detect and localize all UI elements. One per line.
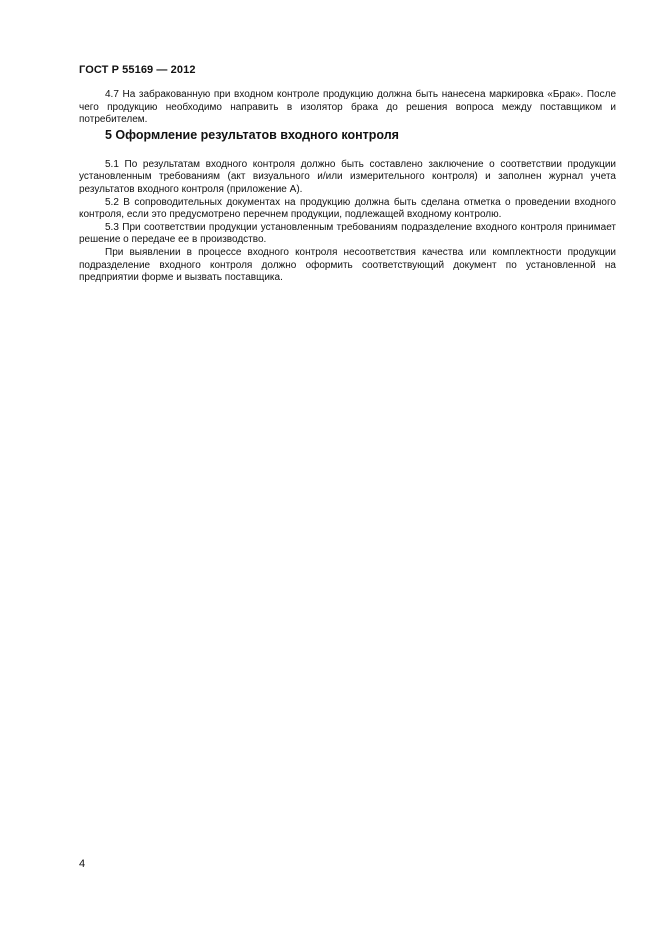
document-body: [79, 89, 616, 285]
paragraph-5-1: 5.1 По результатам входного контроля должно быть составлено заключение о соответствии продукции установленным требованиям (акт визуального и/или измерительного контроля) и заполнен журнал учета результатов входного контроля (приложение А).: [79, 158, 616, 195]
document-code-header: ГОСТ Р 55169 — 2012: [79, 64, 196, 76]
paragraph-4-7: 4.7 На забракованную при входном контроле продукцию должна быть нанесена маркировка «Брак». После чего продукцию необходимо направить в изолятор брака до решения вопроса между поставщиком и потребителем.: [79, 89, 616, 126]
paragraph-5-2: 5.2 В сопроводительных документах на продукцию должна быть сделана отметка о проведении входного контроля, если это предусмотрено перечнем продукции, подлежащей входному контролю.: [79, 196, 616, 221]
paragraph-5-3: 5.3 При соответствии продукции установленным требованиям подразделение входного контроля принимает решение о передаче ее в производство.: [79, 221, 616, 246]
section-heading: 5 Оформление результатов входного контроля: [105, 127, 399, 142]
section-body: [79, 159, 616, 285]
paragraph-nonconformity: При выявлении в процессе входного контроля несоответствия качества или комплектности продукции подразделение входного контроля должно оформить соответствующий документ по установленной на предприятии форме и вызвать поставщика.: [79, 246, 616, 284]
page-number: 4: [79, 858, 86, 870]
